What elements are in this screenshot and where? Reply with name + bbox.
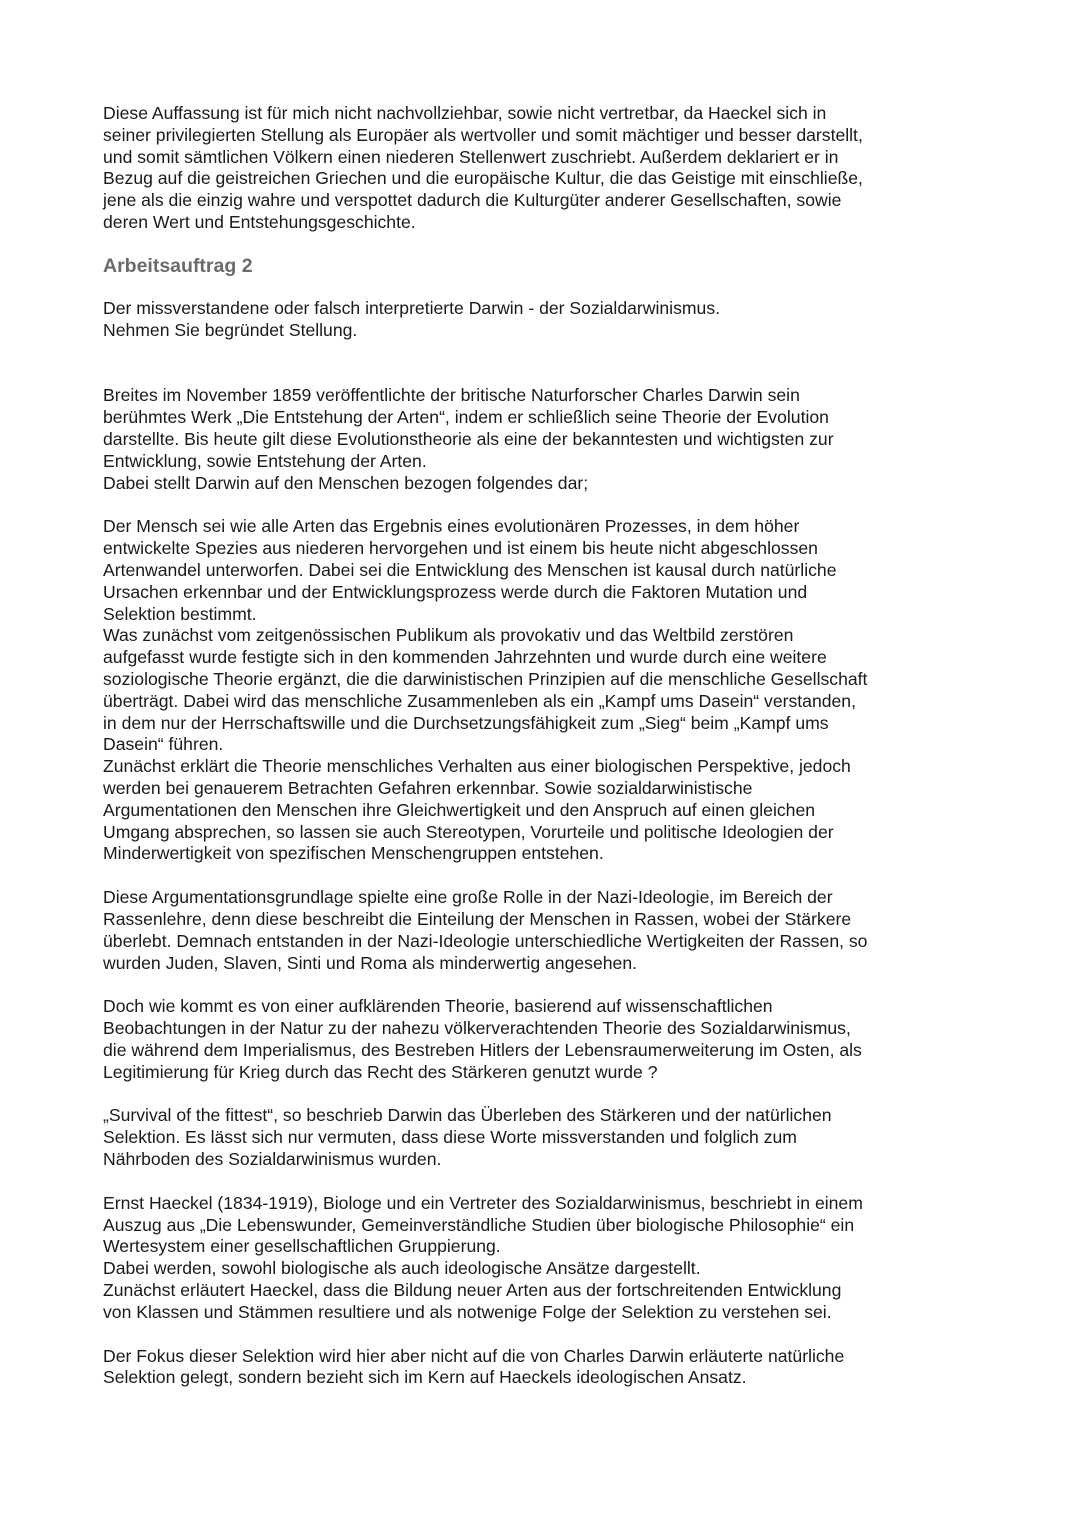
text-line: aufgefasst wurde festigte sich in den kommenden Jahrzehnten und wurde durch eine weitere <box>103 647 827 668</box>
text-line: Dabei stellt Darwin auf den Menschen bezogen folgendes dar; <box>103 472 589 493</box>
text-line: seiner privilegierten Stellung als Europäer als wertvoller und somit mächtiger und besser darstellt, <box>103 124 863 145</box>
text-line: Beobachtungen in der Natur zu der nahezu völkerverachtenden Theorie des Sozialdarwinismus, <box>103 1018 851 1039</box>
text-line: Was zunächst vom zeitgenössischen Publikum als provokativ und das Weltbild zerstören <box>103 625 794 646</box>
text-line: Zunächst erklärt die Theorie menschliches Verhalten aus einer biologischen Perspektive, jedoch <box>103 756 851 777</box>
text-line: entwickelte Spezies aus niederen hervorgehen und ist einem bis heute nicht abgeschlossen <box>103 538 818 559</box>
paragraph-nazi-ideology <box>103 887 983 974</box>
text-line: Legitimierung für Krieg durch das Recht des Stärkeren genutzt wurde ? <box>103 1061 658 1082</box>
text-line: „Survival of the fittest“, so beschrieb Darwin das Überleben des Stärkeren und der natürlichen <box>103 1105 832 1126</box>
paragraph-selection-focus <box>103 1346 983 1390</box>
text-line: Ernst Haeckel (1834-1919), Biologe und ein Vertreter des Sozialdarwinismus, beschriebt in einem <box>103 1192 863 1213</box>
text-line: Nährboden des Sozialdarwinismus wurden. <box>103 1149 442 1170</box>
text-line: Artenwandel unterworfen. Dabei sei die Entwicklung des Menschen ist kausal durch natürliche <box>103 559 837 580</box>
text-line: überträgt. Dabei wird das menschliche Zusammenleben als ein „Kampf ums Dasein“ verstanden, <box>103 690 856 711</box>
text-line: soziologische Theorie ergänzt, die die darwinistischen Prinzipien auf die menschliche Gesellschaft <box>103 668 868 689</box>
paragraph-evolution-theory <box>103 516 983 865</box>
text-line: Selektion bestimmt. <box>103 603 257 624</box>
text-line: Der Mensch sei wie alle Arten das Ergebnis eines evolutionären Prozesses, in dem höher <box>103 516 800 537</box>
text-line: überlebt. Demnach entstanden in der Nazi-Ideologie unterschiedliche Wertigkeiten der Rassen, so <box>103 930 868 951</box>
text-line: in dem nur der Herrschaftswille und die Durchsetzungsfähigkeit zum „Sieg“ beim „Kampf ums <box>103 712 829 733</box>
text-line: Bezug auf die geistreichen Griechen und die europäische Kultur, die das Geistige mit einschließe, <box>103 168 863 189</box>
text-line: Diese Argumentationsgrundlage spielte eine große Rolle in der Nazi-Ideologie, im Bereich der <box>103 887 833 908</box>
text-line: Zunächst erläutert Haeckel, dass die Bildung neuer Arten aus der fortschreitenden Entwicklung <box>103 1280 842 1301</box>
task-description <box>103 298 983 342</box>
section-heading: Arbeitsauftrag 2 <box>103 254 253 277</box>
text-line: Dabei werden, sowohl biologische als auch ideologische Ansätze dargestellt. <box>103 1258 701 1279</box>
text-line: von Klassen und Stämmen resultiere und als notwenige Folge der Selektion zu verstehen sei. <box>103 1301 832 1322</box>
text-line: und somit sämtlichen Völkern einen niederen Stellenwert zuschriebt. Außerdem deklariert er in <box>103 146 839 167</box>
text-line: Rassenlehre, denn diese beschreibt die Einteilung der Menschen in Rassen, wobei der Stärkere <box>103 908 852 929</box>
text-line: Auszug aus „Die Lebenswunder, Gemeinverständliche Studien über biologische Philosophie“ ein <box>103 1214 855 1235</box>
text-line: Umgang absprechen, so lassen sie auch Stereotypen, Vorurteile und politische Ideologien der <box>103 821 834 842</box>
text-line: wurden Juden, Slaven, Sinti und Roma als minderwertig angesehen. <box>103 952 637 973</box>
text-line: deren Wert und Entstehungsgeschichte. <box>103 211 416 232</box>
text-line: darstellte. Bis heute gilt diese Evolutionstheorie als eine der bekanntesten und wichtigsten zur <box>103 428 834 449</box>
text-line: Breites im November 1859 veröffentlichte der britische Naturforscher Charles Darwin sein <box>103 385 800 406</box>
text-line: Diese Auffassung ist für mich nicht nachvollziehbar, sowie nicht vertretbar, da Haeckel sich in <box>103 103 827 123</box>
text-line: Argumentationen den Menschen ihre Gleichwertigkeit und den Anspruch auf einen gleichen <box>103 799 816 820</box>
text-line: Der Fokus dieser Selektion wird hier aber nicht auf die von Charles Darwin erläuterte natürliche <box>103 1345 845 1366</box>
text-line: die während dem Imperialismus, des Bestreben Hitlers der Lebensraumerweiterung im Osten, als <box>103 1039 862 1060</box>
text-line: Selektion. Es lässt sich nur vermuten, dass diese Worte missverstanden und folglich zum <box>103 1127 797 1148</box>
text-line: Der missverstandene oder falsch interpretierte Darwin - der Sozialdarwinismus. <box>103 297 721 318</box>
paragraph-haeckel-critique <box>103 103 983 234</box>
text-line: Minderwertigkeit von spezifischen Menschengruppen entstehen. <box>103 843 604 864</box>
text-line: Entwicklung, sowie Entstehung der Arten. <box>103 450 427 471</box>
paragraph-question <box>103 996 983 1083</box>
text-line: berühmtes Werk „Die Entstehung der Arten“, indem er schließlich seine Theorie der Evolution <box>103 407 829 428</box>
paragraph-darwin-intro <box>103 385 983 494</box>
text-line: Selektion gelegt, sondern bezieht sich im Kern auf Haeckels ideologischen Ansatz. <box>103 1367 747 1388</box>
text-line: jene als die einzig wahre und verspottet dadurch die Kulturgüter anderer Gesellschaften, sowie <box>103 190 842 211</box>
text-line: Nehmen Sie begründet Stellung. <box>103 319 358 340</box>
text-line: Ursachen erkennbar und der Entwicklungsprozess werde durch die Faktoren Mutation und <box>103 581 808 602</box>
text-line: Doch wie kommt es von einer aufklärenden Theorie, basierend auf wissenschaftlichen <box>103 996 773 1017</box>
paragraph-survival-of-fittest <box>103 1105 983 1170</box>
text-line: werden bei genauerem Betrachten Gefahren erkennbar. Sowie sozialdarwinistische <box>103 777 753 798</box>
paragraph-ernst-haeckel <box>103 1193 983 1324</box>
text-line: Dasein“ führen. <box>103 734 224 755</box>
document-page <box>103 103 983 1389</box>
text-line: Wertesystem einer gesellschaftlichen Gruppierung. <box>103 1236 501 1257</box>
